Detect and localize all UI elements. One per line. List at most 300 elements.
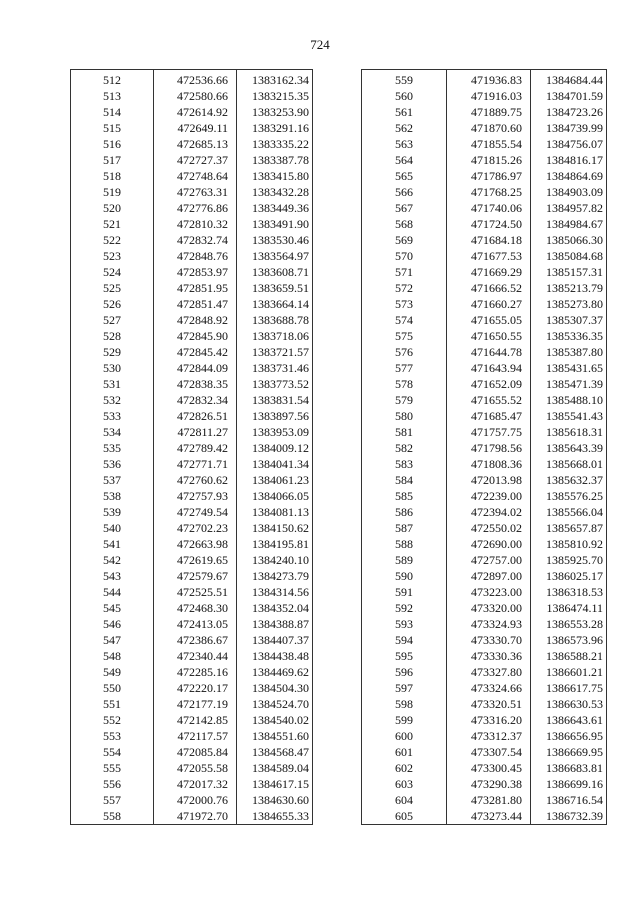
table-row [71,360,313,376]
y-coordinate: 1385084.68 [531,248,607,264]
coordinate-table-left [70,69,313,825]
y-coordinate: 1385668.01 [531,456,607,472]
table-row [71,264,313,280]
point-number: 518 [103,169,121,183]
table-row [362,168,607,184]
x-coordinate: 471855.54 [447,136,531,152]
point-number: 579 [395,393,413,407]
x-coordinate: 473281.80 [447,792,531,808]
y-coordinate: 1383432.28 [237,184,313,200]
y-coordinate: 1385273.80 [531,296,607,312]
point-number: 572 [395,281,413,295]
point-number: 537 [103,473,121,487]
y-coordinate: 1385213.79 [531,280,607,296]
x-coordinate: 472811.27 [154,424,237,440]
table-row [362,152,607,168]
table-row [362,632,607,648]
table-row [71,680,313,696]
x-coordinate: 473324.66 [447,680,531,696]
y-coordinate: 1384081.13 [237,504,313,520]
y-coordinate: 1384273.79 [237,568,313,584]
point-number: 544 [103,585,121,599]
point-number: 561 [395,105,413,119]
y-coordinate: 1386699.16 [531,776,607,792]
table-row [71,296,313,312]
y-coordinate: 1384066.05 [237,488,313,504]
y-coordinate: 1385066.30 [531,232,607,248]
x-coordinate: 472220.17 [154,680,237,696]
table-row [362,616,607,632]
table-row [362,456,607,472]
point-number: 599 [395,713,413,727]
x-coordinate: 472017.32 [154,776,237,792]
table-row [71,104,313,120]
y-coordinate: 1386732.39 [531,808,607,825]
x-coordinate: 472340.44 [154,648,237,664]
x-coordinate: 472413.05 [154,616,237,632]
point-number: 590 [395,569,413,583]
x-coordinate: 473320.51 [447,696,531,712]
y-coordinate: 1384655.33 [237,808,313,825]
table-row [71,70,313,89]
x-coordinate: 472000.76 [154,792,237,808]
point-number: 595 [395,649,413,663]
y-coordinate: 1384150.62 [237,520,313,536]
table-row [362,136,607,152]
x-coordinate: 472550.02 [447,520,531,536]
x-coordinate: 471916.03 [447,88,531,104]
y-coordinate: 1386553.28 [531,616,607,632]
x-coordinate: 471757.75 [447,424,531,440]
point-number: 553 [103,729,121,743]
table-row [71,760,313,776]
table-row [71,376,313,392]
x-coordinate: 472386.67 [154,632,237,648]
table-row [362,776,607,792]
x-coordinate: 471972.70 [154,808,237,825]
point-number: 541 [103,537,121,551]
table-row [71,696,313,712]
point-number: 576 [395,345,413,359]
y-coordinate: 1386601.21 [531,664,607,680]
x-coordinate: 471786.97 [447,168,531,184]
y-coordinate: 1384469.62 [237,664,313,680]
y-coordinate: 1383564.97 [237,248,313,264]
y-coordinate: 1386025.17 [531,568,607,584]
y-coordinate: 1385387.80 [531,344,607,360]
point-number: 542 [103,553,121,567]
y-coordinate: 1385541.43 [531,408,607,424]
y-coordinate: 1384903.09 [531,184,607,200]
x-coordinate: 472845.42 [154,344,237,360]
point-number: 528 [103,329,121,343]
table-row [71,392,313,408]
point-number: 570 [395,249,413,263]
x-coordinate: 471660.27 [447,296,531,312]
point-number: 594 [395,633,413,647]
y-coordinate: 1385632.37 [531,472,607,488]
y-coordinate: 1384195.81 [237,536,313,552]
point-number: 536 [103,457,121,471]
table-row [362,248,607,264]
table-row [71,408,313,424]
x-coordinate: 472536.66 [154,70,237,89]
table-row [362,200,607,216]
y-coordinate: 1383335.22 [237,136,313,152]
table-row [71,200,313,216]
point-number: 569 [395,233,413,247]
point-number: 582 [395,441,413,455]
table-row [71,456,313,472]
table-row [71,568,313,584]
table-row [362,264,607,280]
point-number: 522 [103,233,121,247]
y-coordinate: 1384438.48 [237,648,313,664]
table-row [362,70,607,89]
point-number: 559 [395,73,413,87]
table-row [362,296,607,312]
point-number: 514 [103,105,121,119]
point-number: 545 [103,601,121,615]
point-number: 575 [395,329,413,343]
x-coordinate: 473307.54 [447,744,531,760]
x-coordinate: 473273.44 [447,808,531,825]
table-row [71,808,313,825]
x-coordinate: 471724.50 [447,216,531,232]
point-number: 585 [395,489,413,503]
point-number: 540 [103,521,121,535]
point-number: 538 [103,489,121,503]
x-coordinate: 472826.51 [154,408,237,424]
point-number: 568 [395,217,413,231]
y-coordinate: 1385643.39 [531,440,607,456]
y-coordinate: 1384061.23 [237,472,313,488]
x-coordinate: 471889.75 [447,104,531,120]
point-number: 517 [103,153,121,167]
table-row [362,424,607,440]
point-number: 571 [395,265,413,279]
table-row [362,88,607,104]
x-coordinate: 472702.23 [154,520,237,536]
table-row [71,600,313,616]
table-row [71,184,313,200]
point-number: 591 [395,585,413,599]
x-coordinate: 472848.92 [154,312,237,328]
y-coordinate: 1383291.16 [237,120,313,136]
y-coordinate: 1386318.53 [531,584,607,600]
x-coordinate: 472760.62 [154,472,237,488]
y-coordinate: 1386573.96 [531,632,607,648]
y-coordinate: 1384723.26 [531,104,607,120]
point-number: 593 [395,617,413,631]
x-coordinate: 472789.42 [154,440,237,456]
y-coordinate: 1384617.15 [237,776,313,792]
table-row [362,664,607,680]
x-coordinate: 472117.57 [154,728,237,744]
x-coordinate: 472468.30 [154,600,237,616]
table-row [362,760,607,776]
point-number: 586 [395,505,413,519]
y-coordinate: 1385488.10 [531,392,607,408]
x-coordinate: 471685.47 [447,408,531,424]
table-row [71,504,313,520]
point-number: 531 [103,377,121,391]
table-row [362,408,607,424]
y-coordinate: 1383530.46 [237,232,313,248]
x-coordinate: 472142.85 [154,712,237,728]
table-row [71,632,313,648]
table-row [362,232,607,248]
point-number: 520 [103,201,121,215]
y-coordinate: 1383215.35 [237,88,313,104]
point-number: 598 [395,697,413,711]
y-coordinate: 1383897.56 [237,408,313,424]
point-number: 526 [103,297,121,311]
point-number: 535 [103,441,121,455]
x-coordinate: 471655.52 [447,392,531,408]
x-coordinate: 472055.58 [154,760,237,776]
table-row [71,664,313,680]
table-row [362,328,607,344]
table-row [71,584,313,600]
table-row [71,472,313,488]
table-row [362,216,607,232]
y-coordinate: 1384551.60 [237,728,313,744]
y-coordinate: 1384816.17 [531,152,607,168]
point-number: 548 [103,649,121,663]
point-number: 558 [103,809,121,823]
table-row [362,696,607,712]
y-coordinate: 1384684.44 [531,70,607,89]
table-row [362,280,607,296]
point-number: 574 [395,313,413,327]
table-row [362,600,607,616]
point-number: 600 [395,729,413,743]
y-coordinate: 1386716.54 [531,792,607,808]
y-coordinate: 1384701.59 [531,88,607,104]
table-row [362,472,607,488]
y-coordinate: 1384589.04 [237,760,313,776]
y-coordinate: 1386617.75 [531,680,607,696]
x-coordinate: 472239.00 [447,488,531,504]
x-coordinate: 472848.76 [154,248,237,264]
table-row [71,280,313,296]
point-number: 602 [395,761,413,775]
page-number: 724 [310,37,330,52]
point-number: 564 [395,153,413,167]
x-coordinate: 473300.45 [447,760,531,776]
x-coordinate: 472525.51 [154,584,237,600]
x-coordinate: 473330.36 [447,648,531,664]
point-number: 521 [103,217,121,231]
x-coordinate: 472851.95 [154,280,237,296]
y-coordinate: 1384864.69 [531,168,607,184]
table-row [71,88,313,104]
x-coordinate: 473327.80 [447,664,531,680]
point-number: 529 [103,345,121,359]
x-coordinate: 472838.35 [154,376,237,392]
x-coordinate: 471936.83 [447,70,531,89]
x-coordinate: 472685.13 [154,136,237,152]
point-number: 587 [395,521,413,535]
y-coordinate: 1384568.47 [237,744,313,760]
y-coordinate: 1383953.09 [237,424,313,440]
point-number: 547 [103,633,121,647]
x-coordinate: 472853.97 [154,264,237,280]
x-coordinate: 472285.16 [154,664,237,680]
table-row [71,152,313,168]
x-coordinate: 472619.65 [154,552,237,568]
table-row [362,808,607,825]
table-row [71,248,313,264]
x-coordinate: 473290.38 [447,776,531,792]
point-number: 577 [395,361,413,375]
table-row [362,392,607,408]
table-row [71,232,313,248]
y-coordinate: 1385157.31 [531,264,607,280]
x-coordinate: 473324.93 [447,616,531,632]
x-coordinate: 472757.93 [154,488,237,504]
x-coordinate: 471655.05 [447,312,531,328]
point-number: 550 [103,681,121,695]
y-coordinate: 1384739.99 [531,120,607,136]
point-number: 581 [395,425,413,439]
table-row [71,552,313,568]
table-row [362,520,607,536]
y-coordinate: 1383449.36 [237,200,313,216]
y-coordinate: 1383773.52 [237,376,313,392]
point-number: 563 [395,137,413,151]
table-row [362,360,607,376]
y-coordinate: 1383415.80 [237,168,313,184]
x-coordinate: 471650.55 [447,328,531,344]
x-coordinate: 473223.00 [447,584,531,600]
table-row [71,648,313,664]
y-coordinate: 1384009.12 [237,440,313,456]
point-number: 566 [395,185,413,199]
x-coordinate: 471768.25 [447,184,531,200]
table-row [71,136,313,152]
table-row [362,344,607,360]
y-coordinate: 1386643.61 [531,712,607,728]
table-row [71,520,313,536]
point-number: 565 [395,169,413,183]
x-coordinate: 471870.60 [447,120,531,136]
table-row [362,792,607,808]
y-coordinate: 1384240.10 [237,552,313,568]
table-row [71,744,313,760]
y-coordinate: 1383253.90 [237,104,313,120]
x-coordinate: 472663.98 [154,536,237,552]
point-number: 546 [103,617,121,631]
y-coordinate: 1386683.81 [531,760,607,776]
point-number: 597 [395,681,413,695]
y-coordinate: 1386474.11 [531,600,607,616]
y-coordinate: 1385566.04 [531,504,607,520]
point-number: 560 [395,89,413,103]
point-number: 603 [395,777,413,791]
point-number: 551 [103,697,121,711]
point-number: 589 [395,553,413,567]
y-coordinate: 1383608.71 [237,264,313,280]
table-row [362,712,607,728]
table-row [362,120,607,136]
y-coordinate: 1384630.60 [237,792,313,808]
y-coordinate: 1383491.90 [237,216,313,232]
y-coordinate: 1385336.35 [531,328,607,344]
table-row [362,488,607,504]
point-number: 530 [103,361,121,375]
y-coordinate: 1383718.06 [237,328,313,344]
point-number: 583 [395,457,413,471]
table-row [362,744,607,760]
point-number: 580 [395,409,413,423]
table-row [71,120,313,136]
x-coordinate: 472851.47 [154,296,237,312]
point-number: 543 [103,569,121,583]
x-coordinate: 471669.29 [447,264,531,280]
point-number: 519 [103,185,121,199]
table-row [71,424,313,440]
table-row [362,104,607,120]
y-coordinate: 1384957.82 [531,200,607,216]
x-coordinate: 472013.98 [447,472,531,488]
x-coordinate: 471684.18 [447,232,531,248]
table-row [71,616,313,632]
point-number: 532 [103,393,121,407]
point-number: 549 [103,665,121,679]
point-number: 515 [103,121,121,135]
y-coordinate: 1384756.07 [531,136,607,152]
y-coordinate: 1384524.70 [237,696,313,712]
table-row [71,440,313,456]
y-coordinate: 1386630.53 [531,696,607,712]
table-row [71,168,313,184]
point-number: 605 [395,809,413,823]
x-coordinate: 472749.54 [154,504,237,520]
table-row [362,184,607,200]
x-coordinate: 471666.52 [447,280,531,296]
x-coordinate: 473330.70 [447,632,531,648]
point-number: 539 [103,505,121,519]
x-coordinate: 472897.00 [447,568,531,584]
x-coordinate: 473316.20 [447,712,531,728]
x-coordinate: 472810.32 [154,216,237,232]
y-coordinate: 1383688.78 [237,312,313,328]
x-coordinate: 472763.31 [154,184,237,200]
y-coordinate: 1385576.25 [531,488,607,504]
point-number: 556 [103,777,121,791]
x-coordinate: 472579.67 [154,568,237,584]
x-coordinate: 472614.92 [154,104,237,120]
x-coordinate: 471677.53 [447,248,531,264]
table-row [362,680,607,696]
x-coordinate: 472832.74 [154,232,237,248]
point-number: 534 [103,425,121,439]
point-number: 555 [103,761,121,775]
y-coordinate: 1383831.54 [237,392,313,408]
point-number: 573 [395,297,413,311]
x-coordinate: 472690.00 [447,536,531,552]
table-row [362,648,607,664]
x-coordinate: 472580.66 [154,88,237,104]
point-number: 513 [103,89,121,103]
y-coordinate: 1384407.37 [237,632,313,648]
x-coordinate: 472748.64 [154,168,237,184]
y-coordinate: 1383664.14 [237,296,313,312]
y-coordinate: 1384314.56 [237,584,313,600]
point-number: 557 [103,793,121,807]
